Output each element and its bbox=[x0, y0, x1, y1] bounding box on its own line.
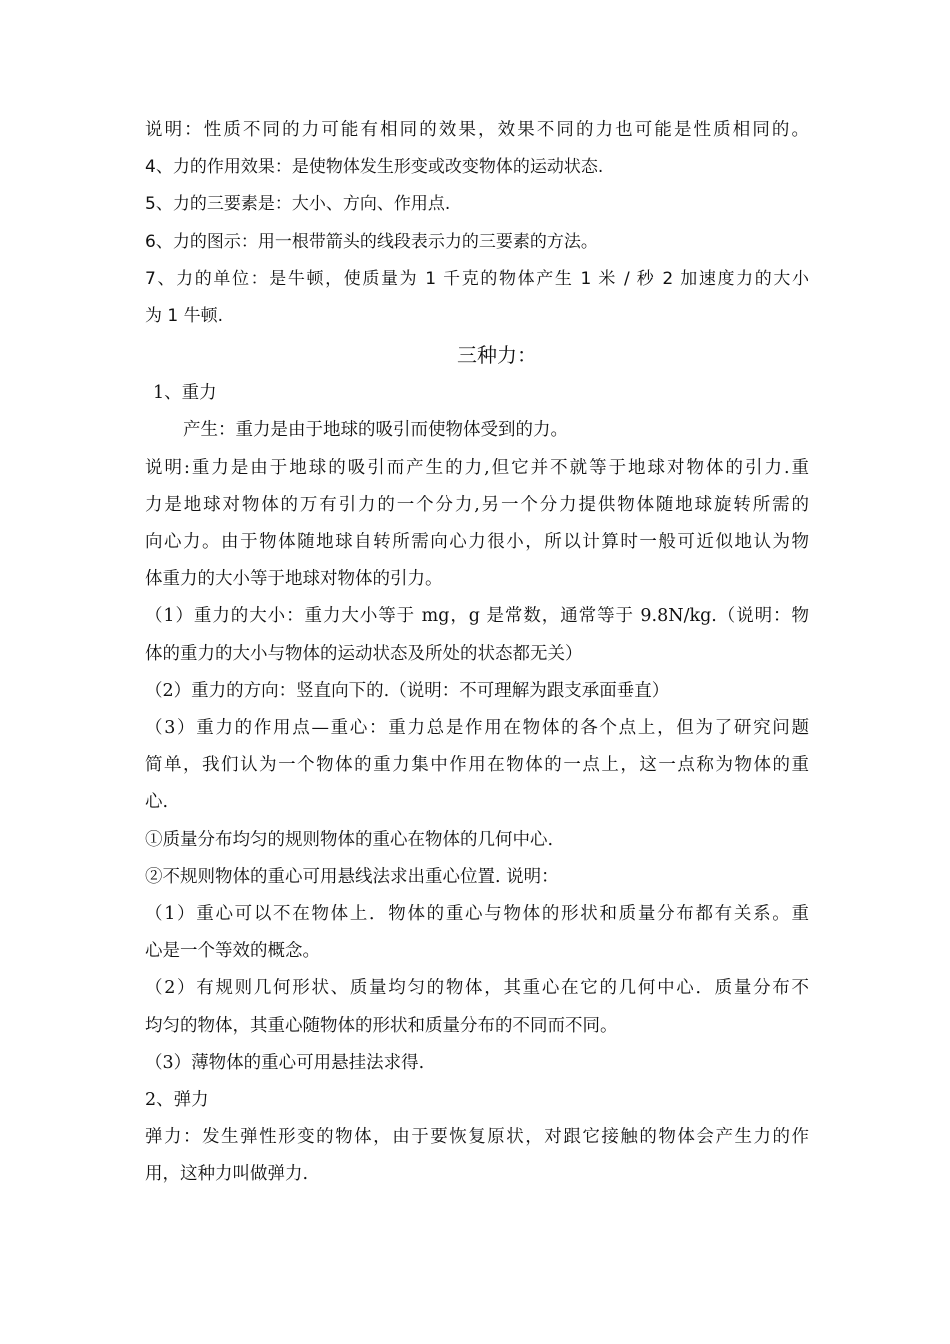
text-line: 体重力的大小等于地球对物体的引力。 bbox=[145, 569, 443, 590]
text-line: 弹力：发生弹性形变的物体，由于要恢复原状，对跟它接触的物体会产生力的作 bbox=[145, 1127, 809, 1148]
text-line: （1）重力的大小：重力大小等于 mg，g 是常数，通常等于 9.8N/kg.（说明：物 bbox=[145, 606, 809, 627]
text-line: ①质量分布均匀的规则物体的重心在物体的几何中心. bbox=[145, 829, 554, 850]
text-line: 向心力。由于物体随地球自转所需向心力很小，所以计算时一般可近似地认为物 bbox=[145, 532, 809, 553]
text-line: （2）重力的方向：竖直向下的.（说明：不可理解为跟支承面垂直） bbox=[145, 680, 670, 701]
text-line: （2）有规则几何形状、质量均匀的物体，其重心在它的几何中心．质量分布不 bbox=[145, 978, 809, 999]
text-line: 简单，我们认为一个物体的重力集中作用在物体的一点上，这一点称为物体的重 bbox=[145, 755, 809, 776]
text-line: 6、力的图示：用一根带箭头的线段表示力的三要素的方法。 bbox=[145, 231, 598, 252]
text-line: 力是地球对物体的万有引力的一个分力,另一个分力提供物体随地球旋转所需的 bbox=[145, 494, 809, 515]
text-line: （3）重力的作用点—重心：重力总是作用在物体的各个点上，但为了研究问题 bbox=[145, 718, 809, 739]
text-line: 心是一个等效的概念。 bbox=[145, 941, 320, 962]
document-body bbox=[145, 112, 809, 1194]
section-heading: 2、弹力 bbox=[145, 1090, 209, 1111]
text-line: （3）薄物体的重心可用悬挂法求得. bbox=[145, 1052, 425, 1073]
text-line: 为 1 牛顿. bbox=[145, 306, 224, 327]
text-line: （1）重心可以不在物体上．物体的重心与物体的形状和质量分布都有关系。重 bbox=[145, 904, 809, 925]
text-line: 产生：重力是由于地球的吸引而使物体受到的力。 bbox=[183, 420, 568, 441]
section-title: 三种力： bbox=[457, 343, 537, 368]
text-line: 5、力的三要素是：大小、方向、作用点. bbox=[145, 194, 451, 215]
text-line: ②不规则物体的重心可用悬线法求出重心位置. 说明： bbox=[145, 866, 559, 887]
text-line: 7、力的单位：是牛顿，使质量为 1 千克的物体产生 1 米 / 秒 2 加速度力的大小 bbox=[145, 268, 809, 289]
text-line: 用，这种力叫做弹力. bbox=[145, 1164, 309, 1185]
text-line: 体的重力的大小与物体的运动状态及所处的状态都无关） bbox=[145, 643, 583, 664]
text-line: 说明：性质不同的力可能有相同的效果，效果不同的力也可能是性质相同的。 bbox=[145, 120, 809, 140]
section-heading: 1、重力 bbox=[153, 383, 217, 404]
text-line: 4、力的作用效果：是使物体发生形变或改变物体的运动状态. bbox=[145, 157, 604, 178]
text-line: 心. bbox=[145, 792, 169, 813]
text-line: 均匀的物体，其重心随物体的形状和质量分布的不同而不同。 bbox=[145, 1015, 618, 1036]
text-line: 说明:重力是由于地球的吸引而产生的力,但它并不就等于地球对物体的引力.重 bbox=[145, 457, 809, 478]
